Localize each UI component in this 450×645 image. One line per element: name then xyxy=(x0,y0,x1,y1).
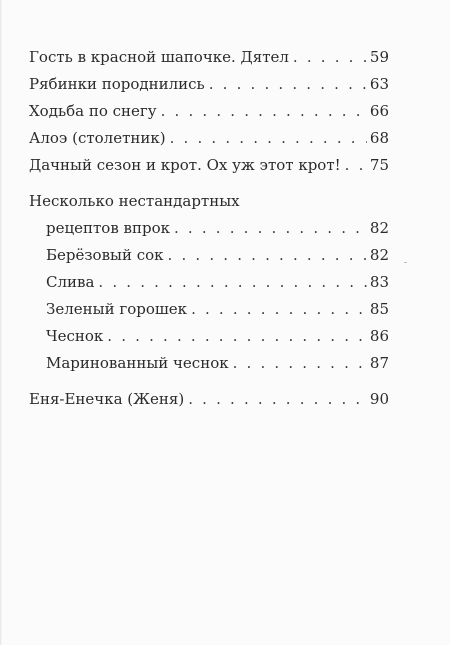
dot-leader xyxy=(98,269,367,296)
toc-entry-title: Ходьба по снегу xyxy=(29,102,157,120)
toc-entry-page: 90 xyxy=(369,390,389,408)
toc-subentry xyxy=(46,323,389,350)
toc-entry xyxy=(29,71,389,98)
toc-entry xyxy=(29,152,389,179)
toc-entry-title: Дачный сезон и крот. Ох уж этот крот! xyxy=(29,156,341,174)
dot-leader xyxy=(170,125,367,152)
toc-subentry xyxy=(46,350,389,377)
toc-subentry-title: Маринованный чеснок xyxy=(46,354,229,372)
dot-leader xyxy=(168,242,367,269)
paper-speck xyxy=(404,262,407,263)
section-gap xyxy=(29,377,389,386)
toc-entry-page: 75 xyxy=(369,156,389,174)
toc-entry xyxy=(29,386,389,413)
page-edge-shadow xyxy=(0,0,2,645)
toc-entry-title: Алоэ (столетник) xyxy=(29,129,166,147)
dot-leader xyxy=(191,296,367,323)
toc-entry-page: 66 xyxy=(369,102,389,120)
toc-entry-page: 63 xyxy=(369,75,389,93)
toc-subentry-page: 82 xyxy=(369,246,389,264)
dot-leader xyxy=(188,386,367,413)
toc-section-heading-line2 xyxy=(46,215,389,242)
toc-subentry-title: Берёзовый сок xyxy=(46,246,164,264)
toc-entry xyxy=(29,125,389,152)
toc-subentry-page: 83 xyxy=(369,273,389,291)
toc-section-title-line1: Несколько нестандартных xyxy=(29,192,240,210)
dot-leader xyxy=(293,44,367,71)
toc-entry-page: 68 xyxy=(369,129,389,147)
toc-subentry-title: Слива xyxy=(46,273,95,291)
toc-subentry-title: Чеснок xyxy=(46,327,104,345)
dot-leader xyxy=(209,71,367,98)
toc-subentry xyxy=(46,269,389,296)
dot-leader xyxy=(161,98,367,125)
toc-section-title-line2: рецептов впрок xyxy=(46,219,170,237)
dot-leader xyxy=(174,215,367,242)
toc-subentry xyxy=(46,242,389,269)
toc-entry-title: Гость в красной шапочке. Дятел xyxy=(29,48,289,66)
toc-subentry-page: 86 xyxy=(369,327,389,345)
dot-leader xyxy=(345,152,367,179)
dot-leader xyxy=(107,323,367,350)
toc-subentry xyxy=(46,296,389,323)
toc-entry xyxy=(29,98,389,125)
toc-subentry-title: Зеленый горошек xyxy=(46,300,188,318)
toc-subentry-page: 85 xyxy=(369,300,389,318)
toc-section-page: 82 xyxy=(369,219,389,237)
dot-leader xyxy=(233,350,367,377)
toc-subentry-page: 87 xyxy=(369,354,389,372)
toc-entry-title: Рябинки породнились xyxy=(29,75,205,93)
toc-section-heading-line1 xyxy=(29,188,389,215)
section-gap xyxy=(29,179,389,188)
toc-entry-page: 59 xyxy=(369,48,389,66)
table-of-contents xyxy=(29,44,389,413)
toc-entry-title: Еня-Енечка (Женя) xyxy=(29,390,185,408)
toc-entry xyxy=(29,44,389,71)
